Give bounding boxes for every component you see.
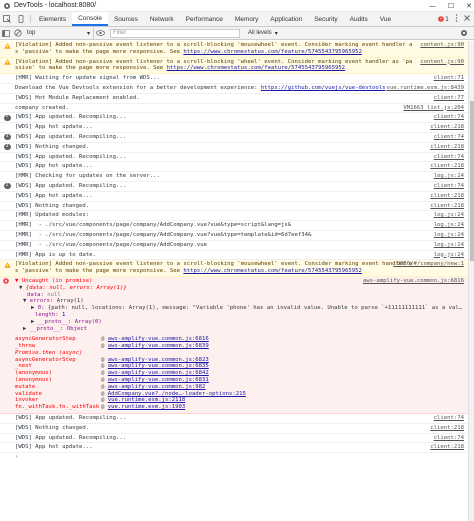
kebab-menu-icon[interactable]: [455, 14, 458, 24]
stack-location: @ AddCompany.vue?./node…-loader-options:215: [101, 390, 246, 397]
stack-location-link[interactable]: vue.runtime.esm.js:2118: [107, 397, 186, 404]
window-titlebar: [0, 0, 474, 12]
prop-errors-item-0[interactable]: [15, 305, 464, 312]
source-link[interactable]: vue.runtime.esm.js:8439: [386, 84, 464, 91]
chevron-down-icon: ▾: [274, 30, 278, 37]
devtools-gear-icon: [2, 1, 12, 11]
message-text: [HMR] App is up to date.: [15, 251, 96, 258]
warning-message: [0, 41, 468, 58]
repeat-count: 2: [4, 115, 11, 121]
uncaught-error-block: [0, 277, 468, 414]
stack-function: asyncGeneratorStep: [15, 356, 76, 363]
source-link[interactable]: log.js:24: [433, 251, 464, 258]
warning-icon: [3, 43, 11, 49]
property-colon: :: [41, 305, 48, 312]
prop-errors[interactable]: [15, 298, 464, 305]
maximize-button[interactable]: ☐: [447, 2, 455, 10]
expand-triangle-icon[interactable]: ▼: [19, 284, 26, 291]
stack-location-link[interactable]: aws-amplify-vue.common.js:6842: [107, 370, 209, 377]
property-value: null: [47, 291, 61, 298]
property-value: Array(1): [56, 298, 84, 305]
stack-location: @ aws-amplify-vue.common.js:6816: [101, 336, 209, 343]
close-devtools-icon[interactable]: [464, 15, 470, 23]
stack-location: @ aws-amplify-vue.common.js:6823: [101, 356, 209, 363]
property-colon: :: [40, 291, 48, 298]
live-expression-eye-icon[interactable]: [94, 27, 106, 40]
console-toolbar: [0, 27, 474, 40]
log-message: [0, 231, 468, 241]
tab-network[interactable]: Network: [149, 15, 174, 23]
stack-location: @ aws-amplify-vue.common.js:6842: [101, 370, 209, 377]
stack-location: @ aws-amplify-vue.common.js:6839: [101, 343, 209, 350]
stack-location-link[interactable]: AddCompany.vue?./node…-loader-options:215: [107, 390, 246, 397]
stack-frame: [15, 336, 464, 343]
filter-placeholder: Filter: [113, 30, 127, 36]
message-link[interactable]: https://www.chromestatus.com/feature/5745543795965952: [183, 268, 362, 275]
property-key: data: [27, 291, 41, 298]
message-text: company created.: [15, 104, 69, 111]
message-text: [WDS] App updated. Recompiling...: [15, 415, 127, 422]
log-message: [0, 424, 468, 434]
message-text: [HMR] - ./src/vue/components/page/company/AddCompany.vue?vue&type=template&id=6d7eef34&: [15, 231, 312, 238]
stack-function: invoker: [15, 397, 39, 404]
log-message: [0, 143, 468, 153]
console-settings-gear-icon[interactable]: [458, 27, 470, 40]
expand-triangle-icon[interactable]: ▼: [15, 277, 22, 284]
message-text: [WDS] App updated. Recompiling...: [15, 153, 127, 160]
stack-location: @ aws-amplify-vue.common.js:6835: [101, 363, 209, 370]
message-text: [HMR] Checking for updates on the server...: [15, 173, 160, 180]
stack-location-link[interactable]: aws-amplify-vue.common.js:6831: [107, 377, 209, 384]
source-link[interactable]: log.js:24: [433, 173, 464, 180]
expand-triangle-icon[interactable]: ▶: [31, 305, 38, 312]
message-text: [WDS] App hot update...: [15, 444, 93, 451]
source-link[interactable]: log.js:24: [433, 241, 464, 248]
property-value: 1: [61, 311, 66, 318]
prop-length: [15, 312, 464, 319]
repeat-count: 3: [4, 144, 11, 150]
stack-frame: [15, 377, 464, 384]
source-link[interactable]: client:71: [433, 75, 464, 82]
log-message: [0, 241, 468, 251]
log-message: [0, 104, 468, 114]
source-link[interactable]: client:74: [433, 114, 464, 121]
tab-console[interactable]: Console: [72, 12, 108, 26]
message-text: [HMR] Waiting for update signal from WDS...: [15, 75, 160, 82]
context-value: top: [27, 30, 36, 36]
tab-separator: [30, 15, 31, 23]
error-title: Uncaught (in promise): [21, 277, 93, 284]
log-message: [0, 251, 468, 261]
warning-icon: [3, 262, 11, 268]
property-colon: :: [49, 298, 57, 305]
property-key: errors: [29, 298, 50, 305]
repeat-count-badge: [3, 134, 11, 140]
stack-location-link[interactable]: aws-amplify-vue.common.js:6816: [107, 336, 209, 343]
stack-function: asyncGeneratorStep: [15, 336, 76, 343]
message-link[interactable]: https://github.com/vuejs/vue-devtools: [260, 84, 386, 91]
stack-frame: [15, 370, 464, 377]
stack-frame: [15, 397, 464, 404]
message-text: [WDS] App hot update...: [15, 124, 93, 131]
log-message: [0, 162, 468, 172]
repeat-count: 2: [4, 183, 11, 189]
stack-location-link[interactable]: aws-amplify-vue.common.js:6835: [107, 363, 209, 370]
console-scrollbar[interactable]: [468, 41, 474, 521]
stack-location-link[interactable]: aws-amplify-vue.common.js:982: [107, 383, 206, 390]
source-link[interactable]: client:218: [430, 143, 464, 150]
tab-application[interactable]: Application: [270, 15, 303, 23]
warning-message: [0, 260, 468, 277]
stack-function: (anonymous): [15, 377, 53, 384]
prop-data: [15, 292, 464, 299]
stack-frame: [15, 384, 464, 391]
message-text: [WDS] App updated. Recompiling...: [15, 182, 127, 189]
log-message: [0, 182, 468, 192]
source-link[interactable]: client:218: [430, 163, 464, 170]
log-message: [0, 113, 468, 123]
tab-vue[interactable]: Vue: [379, 15, 392, 23]
window-title: DevTools - localhost:8080/: [14, 2, 97, 9]
expand-triangle-icon[interactable]: ▶: [23, 325, 30, 332]
repeat-count-badge: [3, 183, 11, 189]
stack-function: (anonymous): [15, 370, 53, 377]
stack-location-link[interactable]: aws-amplify-vue.common.js:6839: [107, 343, 209, 350]
warning-icon: [3, 59, 11, 65]
log-message: [0, 221, 468, 231]
stack-location-link[interactable]: aws-amplify-vue.common.js:6823: [107, 356, 209, 363]
error-icon: [3, 278, 9, 287]
expand-triangle-icon[interactable]: ▶: [31, 318, 38, 325]
log-message: [0, 172, 468, 182]
source-link[interactable]: log.js:24: [433, 212, 464, 219]
filter-input[interactable]: [110, 29, 240, 38]
source-link[interactable]: log.js:24: [433, 222, 464, 229]
stack-frame: [15, 391, 464, 398]
close-button[interactable]: ✕: [466, 2, 472, 10]
stack-function: fn._withTask.fn._withTask: [15, 404, 100, 411]
message-text: [WDS] App updated. Recompiling...: [15, 133, 127, 140]
source-link[interactable]: client:218: [430, 202, 464, 209]
prop-proto-array[interactable]: [15, 319, 464, 326]
proto-label: __proto__: Array(0): [37, 318, 102, 325]
repeat-count: 3: [4, 134, 11, 140]
message-text: [WDS] Nothing changed.: [15, 202, 90, 209]
error-object-summary[interactable]: [15, 285, 464, 292]
repeat-count-badge: [3, 115, 11, 121]
proto-label: __proto__: Object: [29, 325, 88, 332]
tab-performance[interactable]: Performance: [185, 15, 223, 23]
message-text: [WDS] App hot update...: [15, 163, 93, 170]
message-text: [HMR] - ./src/vue/components/page/company/AddCompany.vue?vue&type=script&lang=js&: [15, 222, 292, 229]
console-prompt[interactable]: ›: [15, 454, 19, 461]
source-link[interactable]: log.js:24: [433, 231, 464, 238]
stack-function: _next: [15, 363, 32, 370]
stack-function: Promise.then (async): [15, 349, 83, 356]
log-message: [0, 414, 468, 424]
message-text: Download the Vue Devtools extension for a better development experience:: [15, 84, 261, 91]
log-message: [0, 443, 468, 453]
source-link[interactable]: client:218: [430, 424, 464, 431]
device-toolbar-icon[interactable]: [14, 12, 28, 26]
error-source-link[interactable]: aws-amplify-vue.common.js:6816: [362, 277, 464, 284]
source-link[interactable]: VM1663 list.js:204: [403, 104, 464, 111]
stack-location: @ vue.runtime.esm.js:2118: [101, 397, 186, 404]
source-link[interactable]: client:218: [430, 124, 464, 131]
source-link[interactable]: content.js:90: [420, 58, 464, 65]
scrollbar-thumb[interactable]: [470, 101, 474, 261]
log-message: [0, 74, 468, 84]
message-text: [WDS] App updated. Recompiling...: [15, 434, 127, 441]
tab-memory[interactable]: Memory: [234, 15, 259, 23]
error-count: 1: [445, 15, 449, 23]
message-text: [Violation] Added non-passive event listener to a scroll-blocking 'mousewheel' event. Consider marking event handler as 'passive' to make the page more responsive. See: [15, 42, 413, 55]
log-message: [0, 133, 468, 143]
object-preview: {data: null, errors: Array(1)}: [25, 284, 127, 291]
property-key: length: [35, 311, 56, 318]
tab-security[interactable]: Security: [314, 15, 338, 23]
stack-frame: [15, 363, 464, 370]
message-text: [WDS] App updated. Recompiling...: [15, 114, 127, 121]
panel-tabbar: [0, 12, 474, 27]
stack-location: @ vue.runtime.esm.js:1903: [101, 404, 186, 411]
property-value: {path: null, locations: Array(1), message: "Variable 'phone' has an invalid value. Unable to parse `+11111111111` as a val…: [47, 305, 463, 312]
minimize-button[interactable]: —: [428, 2, 436, 10]
message-text: [WDS] Nothing changed.: [15, 143, 90, 150]
message-text: [Violation] Added non-passive event listener to a scroll-blocking 'wheel' event. Consider marking event handler as 'passive' to make the page more responsive. See: [15, 58, 413, 72]
show-sidebar-icon[interactable]: [0, 27, 12, 40]
log-message: [0, 211, 468, 221]
stack-frame: [15, 343, 464, 350]
inspect-element-icon[interactable]: [0, 12, 14, 26]
stack-frame: [15, 350, 464, 357]
warning-message: [0, 58, 468, 75]
message-text: [HMR] Updated modules:: [15, 212, 90, 219]
source-link[interactable]: content.js:90: [420, 42, 464, 48]
stack-frame: [15, 357, 464, 364]
stack-location: @ aws-amplify-vue.common.js:6831: [101, 377, 209, 384]
tab-sources[interactable]: Sources: [113, 15, 138, 23]
stack-function: _throw: [15, 343, 36, 350]
log-message: [0, 94, 468, 104]
property-colon: :: [55, 311, 62, 318]
error-icon: [438, 16, 444, 22]
repeat-count-badge: [3, 144, 11, 150]
prop-proto-object[interactable]: [15, 326, 464, 333]
log-message: [0, 123, 468, 133]
source-link[interactable]: client:74: [433, 133, 464, 140]
log-message: [0, 434, 468, 444]
expand-triangle-icon[interactable]: ▼: [23, 298, 30, 305]
log-message: [0, 153, 468, 163]
log-message: [0, 192, 468, 202]
stack-location: @ aws-amplify-vue.common.js:982: [101, 383, 206, 390]
log-levels-value: All levels: [248, 30, 272, 36]
log-levels-dropdown[interactable]: [248, 30, 278, 37]
source-link[interactable]: client:74: [433, 153, 464, 160]
source-link[interactable]: client:218: [430, 192, 464, 199]
error-count-badge[interactable]: [438, 16, 449, 23]
source-link[interactable]: client:74: [433, 415, 464, 422]
message-text: [HMR] - ./src/vue/components/page/company/AddCompany.vue: [15, 241, 207, 248]
message-text: [WDS] App hot update...: [15, 192, 93, 199]
log-message: [0, 84, 468, 94]
source-link[interactable]: client:77: [433, 94, 464, 101]
source-link[interactable]: client:74: [433, 434, 464, 441]
message-text: [WDS] Nothing changed.: [15, 424, 90, 431]
stack-frame: [15, 404, 464, 411]
message-link[interactable]: https://www.chromestatus.com/feature/5745543795965952: [183, 48, 362, 55]
stack-function: validate: [15, 390, 42, 397]
tab-audits[interactable]: Audits: [349, 15, 368, 23]
context-selector[interactable]: [24, 27, 94, 40]
chevron-down-icon: ▾: [86, 30, 90, 37]
console-messages: [0, 41, 468, 521]
message-text: [Violation] Added non-passive event listener to a scroll-blocking 'mousewheel' event. Consider marking event handler as 'passive' to make the page more responsive. See: [15, 261, 413, 275]
source-link[interactable]: client:218: [430, 444, 464, 451]
clear-console-icon[interactable]: [12, 27, 24, 40]
log-message: [0, 202, 468, 212]
property-key: 0: [37, 305, 42, 312]
message-link[interactable]: https://www.chromestatus.com/feature/5745543795965952: [166, 65, 346, 72]
stack-location-link[interactable]: vue.runtime.esm.js:1903: [107, 404, 186, 411]
source-link[interactable]: client:74: [433, 182, 464, 189]
stack-function: mutate: [15, 383, 36, 390]
tab-elements[interactable]: Elements: [39, 15, 67, 23]
source-link[interactable]: :8080/#/company/new:1: [393, 261, 464, 268]
message-text: [WDS] Hot Module Replacement enabled.: [15, 94, 140, 101]
